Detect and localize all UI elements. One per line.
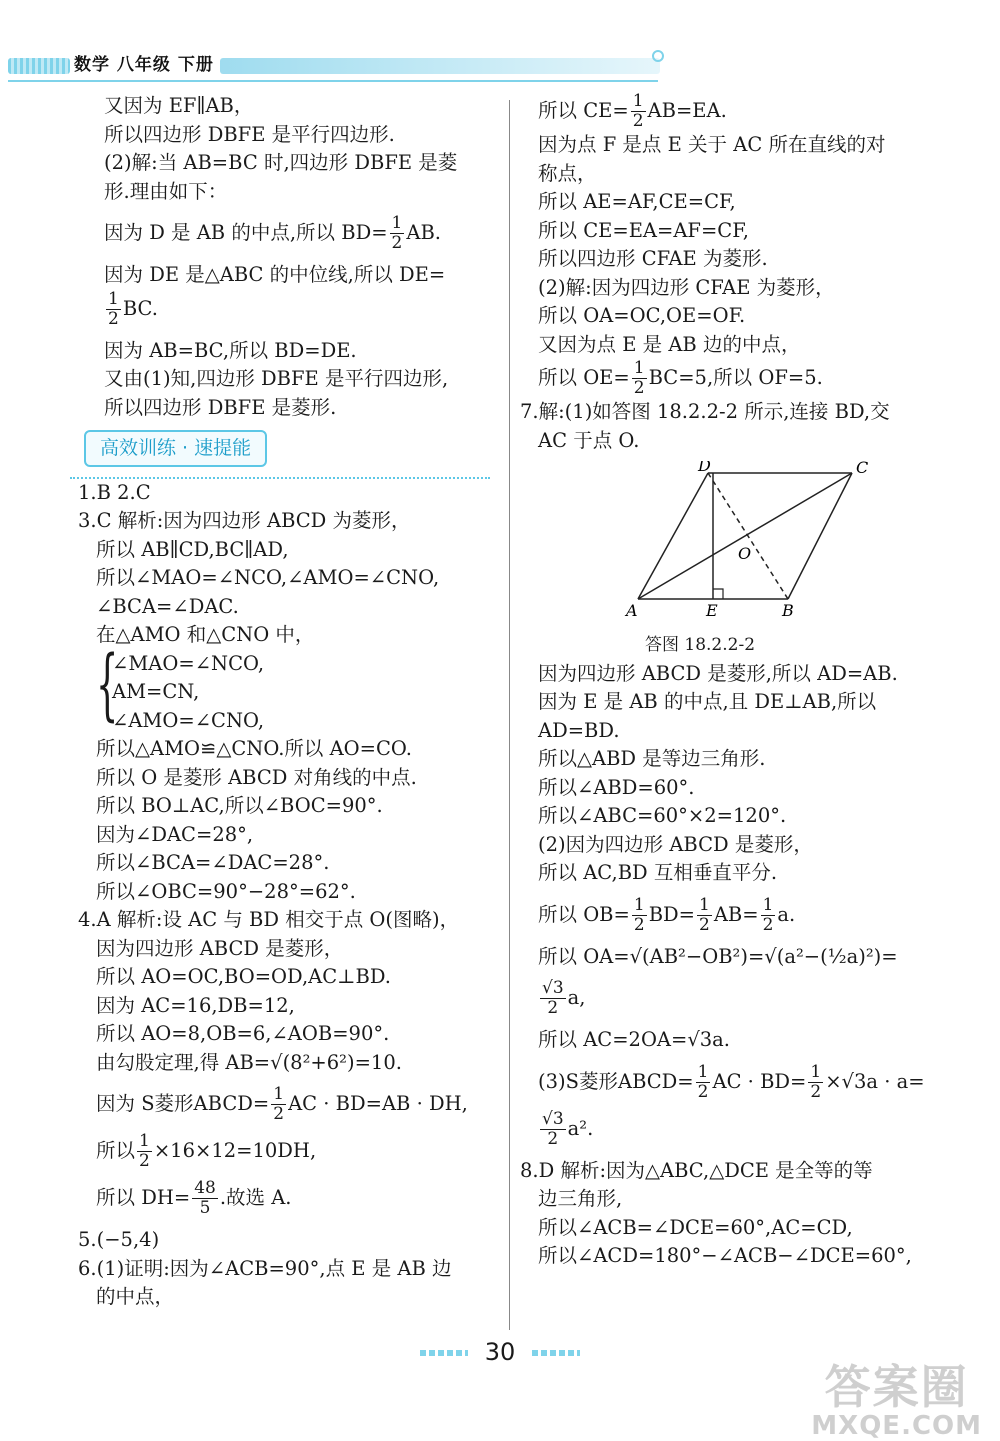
text-line: 所以 OA=√(AB²−OB²)=√(a²−(½a)²)= [538, 944, 898, 968]
text-line: 因为四边形 ABCD 是菱形,所以 AD=AB. [538, 661, 898, 685]
answer-line: 8.D 解析:因为△ABC,△DCE 是全等的等 [520, 1158, 873, 1182]
text-line: 所以 CE=EA=AF=CF, [538, 218, 749, 242]
header-decoration-left [8, 58, 70, 74]
left-column [78, 92, 496, 1312]
text-line: 所以∠OBC=90°−28°=62°. [96, 879, 356, 903]
text-line: 在△AMO 和△CNO 中， [96, 623, 315, 646]
equation-line: 因为 S菱形ABCD= $\frac{1}{2}$ AC · BD=AB · DH, [96, 1084, 468, 1124]
fraction: $\frac{1}{2}$ [139, 1131, 150, 1171]
answer-line: 7.解:(1)如答图 18.2.2-2 所示,连接 BD,交 [520, 400, 890, 423]
fraction: $\frac{1}{2}$ [762, 894, 774, 935]
fraction: $\frac{√3}{2}$ [542, 1108, 564, 1149]
text-line: AD=BD. [538, 718, 620, 742]
text-line: 又因为点 E 是 AB 边的中点， [538, 332, 801, 356]
fraction: $\frac{√3}{2}$ [542, 978, 564, 1018]
equation-line: 所以 $\frac{1}{2}$ ×16×12=10DH, [96, 1131, 317, 1171]
fraction: $\frac{1}{2}$ [633, 358, 645, 398]
equation-line: 因为 D 是 AB 的中点,所以 BD= $\frac{1}{2}$ AB. [104, 213, 441, 253]
header-rule [8, 80, 658, 82]
text-line: (2)解:当 AB=BC 时,四边形 DBFE 是菱 [104, 151, 458, 174]
text-line: (2)解:因为四边形 CFAE 为菱形， [538, 275, 835, 299]
watermark: 答案圈 MXQE.COM [811, 1360, 982, 1441]
text-line: 所以 AO=8,OB=6,∠AOB=90°. [96, 1022, 390, 1045]
text-line: 称点， [538, 161, 597, 185]
fraction: $\frac{1}{2}$ [273, 1084, 285, 1124]
answer-line: 4.A 解析:设 AC 与 BD 相交于点 O(图略)， [78, 908, 460, 931]
label-c: C [856, 461, 869, 477]
figure-caption: 答图 18.2.2-2 [644, 635, 756, 655]
text-line: 所以∠ACD=180°−∠ACB−∠DCE=60°, [538, 1244, 912, 1267]
text-line: 所以∠BCA=∠DAC=28°. [96, 851, 330, 874]
text-line: 所以四边形 DBFE 是平行四边形. [104, 122, 395, 146]
right-column [520, 92, 940, 1271]
label-b: B [782, 601, 794, 620]
text-line: 所以 BO⊥AC,所以∠BOC=90°. [96, 794, 383, 817]
equation-line: 所以 DH= $\frac{48}{5}$ .故选 A. [96, 1178, 292, 1218]
text-line: 又因为 EF∥AB， [104, 94, 254, 117]
text-line: ∠BCA=∠DAC. [96, 594, 239, 618]
text-line: 由勾股定理,得 AB=√(8²+6²)=10. [96, 1050, 402, 1074]
column-divider [509, 100, 510, 1330]
text-line: 因为四边形 ABCD 是菱形， [96, 936, 344, 960]
text-line: 所以∠MAO=∠NCO,∠AMO=∠CNO, [96, 566, 440, 589]
fraction: $\frac{1}{2}$ [108, 288, 119, 329]
brace-icon: { [96, 639, 119, 730]
section-title: 高效训练 · 速提能 [84, 430, 267, 467]
text-line: 所以四边形 DBFE 是菱形. [104, 395, 337, 419]
text-line: AM=CN, [112, 680, 200, 703]
text-line: 因为点 F 是点 E 关于 AC 所在直线的对 [538, 133, 886, 156]
rhombus-figure [618, 461, 878, 631]
rhombus-diagram [618, 461, 878, 631]
equation-line: 所以 CE= $\frac{1}{2}$ AB=EA. [538, 91, 727, 131]
equation-line: $\frac{1}{2}$ BC. [108, 288, 158, 329]
book-title: 数学 八年级 下册 [74, 55, 214, 75]
text-line: AC 于点 O. [538, 428, 640, 452]
text-line: 所以∠ABC=60°×2=120°. [538, 804, 787, 827]
equation-system [78, 639, 496, 736]
equation-line: 所以 OE= $\frac{1}{2}$ BC=5,所以 OF=5. [538, 358, 823, 398]
text-line: 所以△AMO≌△CNO.所以 AO=CO. [96, 737, 412, 760]
fraction: $\frac{1}{2}$ [633, 894, 645, 935]
text-line: 所以 O 是菱形 ABCD 对角线的中点. [96, 765, 417, 789]
header-decoration-right [220, 58, 660, 74]
text-line: 所以∠ABD=60°. [538, 775, 695, 799]
text-line: 所以△ABD 是等边三角形. [538, 747, 766, 770]
fraction: $\frac{1}{2}$ [810, 1061, 822, 1102]
equation-line: $\frac{√3}{2}$ a, [542, 978, 586, 1018]
text-line: 因为∠DAC=28°, [96, 822, 254, 846]
fraction: $\frac{1}{2}$ [697, 1061, 709, 1102]
text-line: 又由(1)知,四边形 DBFE 是平行四边形, [104, 367, 449, 390]
fraction: $\frac{1}{2}$ [699, 894, 710, 935]
label-o: O [738, 544, 752, 563]
text-line: 因为 AB=BC,所以 BD=DE. [104, 338, 357, 362]
label-d: D [698, 461, 711, 475]
equation-line: (3)S菱形ABCD= $\frac{1}{2}$ AC · BD= $\frac{1}{2}$ ×√3a · a= [538, 1061, 925, 1102]
section-header [70, 422, 490, 479]
text-line: 边三角形, [538, 1187, 623, 1210]
text-line: 所以 AE=AF,CE=CF, [538, 190, 736, 213]
answer-line: 3.C 解析:因为四边形 ABCD 为菱形， [78, 509, 411, 532]
fraction: $\frac{48}{5}$ [194, 1178, 216, 1218]
text-line: 因为 E 是 AB 的中点,且 DE⊥AB,所以 [538, 690, 877, 713]
text-line: 因为 DE 是△ABC 的中位线,所以 DE= [104, 263, 446, 286]
page-header [0, 44, 1000, 80]
text-line: 的中点， [96, 1285, 175, 1308]
text-line: 所以 AC,BD 互相垂直平分. [538, 861, 778, 884]
answer-line: 6.(1)证明:因为∠ACB=90°,点 E 是 AB 边 [78, 1256, 452, 1280]
equation-line: $\frac{√3}{2}$ a². [542, 1108, 594, 1149]
header-dot-icon [652, 50, 664, 62]
text-line: 所以四边形 CFAE 为菱形. [538, 247, 768, 270]
fraction: $\frac{1}{2}$ [391, 213, 403, 253]
text-line: 所以 AB∥CD,BC∥AD, [96, 537, 289, 561]
text-line: 所以 OA=OC,OE=OF. [538, 304, 746, 327]
text-line: 所以 AC=2OA=√3a. [538, 1028, 731, 1051]
label-e: E [706, 601, 718, 620]
text-line: ∠AMO=∠CNO, [112, 708, 265, 732]
text-line: 形.理由如下： [104, 179, 228, 203]
text-line: 因为 AC=16,DB=12, [96, 993, 295, 1017]
text-line: 所以∠ACB=∠DCE=60°,AC=CD, [538, 1215, 853, 1239]
footer-decoration-right [532, 1350, 580, 1356]
equation-line: 所以 OB= $\frac{1}{2}$ BD= $\frac{1}{2}$ AB= $\frac{1}{2}$ a. [538, 894, 796, 935]
text-line: 所以 AO=OC,BO=OD,AC⊥BD. [96, 965, 391, 988]
text-line: (2)因为四边形 ABCD 是菱形， [538, 832, 813, 856]
fraction: $\frac{1}{2}$ [632, 91, 644, 131]
label-a: A [626, 601, 638, 620]
answer-line: 5.(−5,4) [78, 1228, 160, 1251]
answer-line: 1.B 2.C [78, 480, 151, 504]
page-number: 30 [484, 1338, 516, 1366]
text-line: ∠MAO=∠NCO, [112, 651, 265, 675]
